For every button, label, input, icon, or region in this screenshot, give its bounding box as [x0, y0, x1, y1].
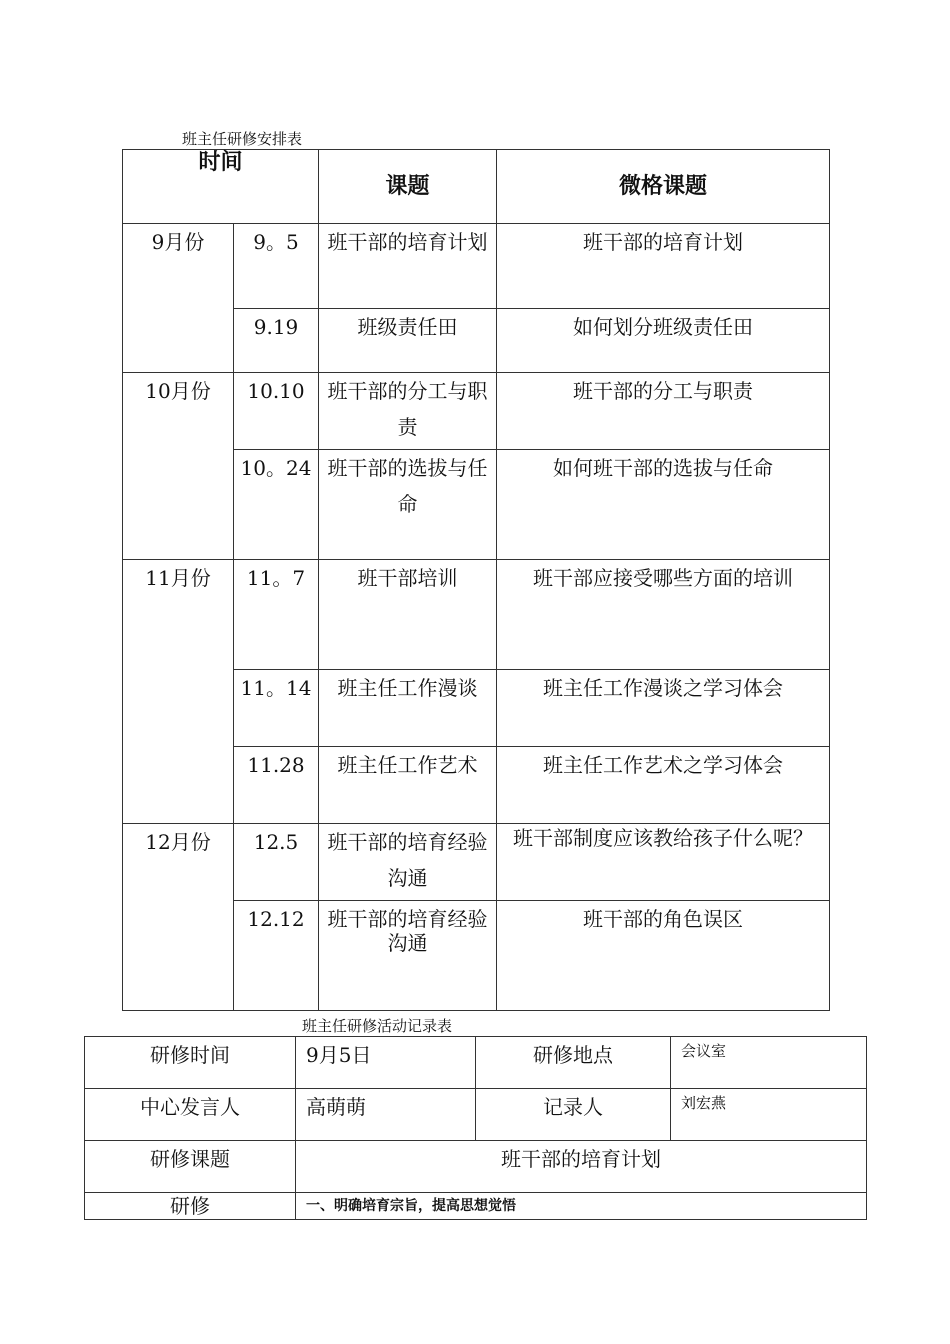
schedule-table	[122, 149, 830, 1011]
topic-cell: 班干部培训	[319, 560, 497, 670]
date-cell: 10。24	[234, 450, 319, 560]
record-place-value: 会议室	[671, 1037, 867, 1089]
topic-cell: 班级责任田	[319, 309, 497, 373]
micro-cell: 班干部的角色误区	[497, 901, 830, 1011]
micro-cell: 班干部的分工与职责	[497, 373, 830, 450]
micro-cell: 班干部的培育计划	[497, 224, 830, 309]
table-row	[123, 560, 830, 670]
month-cell: 10月份	[123, 373, 234, 560]
record-time-label: 研修时间	[85, 1037, 296, 1089]
record-table	[84, 1036, 867, 1220]
header-topic: 课题	[319, 150, 497, 224]
record-recorder-label: 记录人	[476, 1089, 671, 1141]
topic-cell: 班干部的培育经验沟通	[319, 901, 497, 1011]
record-recorder-value: 刘宏燕	[671, 1089, 867, 1141]
topic-cell: 班主任工作艺术	[319, 747, 497, 824]
header-time: 时间	[123, 150, 319, 224]
topic-cell: 班干部的选拔与任命	[319, 450, 497, 560]
date-cell: 11.28	[234, 747, 319, 824]
record-content-label: 研修	[85, 1193, 296, 1220]
topic-cell: 班主任工作漫谈	[319, 670, 497, 747]
topic-cell: 班干部的培育经验沟通	[319, 824, 497, 901]
month-cell: 12月份	[123, 824, 234, 1011]
micro-cell: 班干部制度应该教给孩子什么呢？	[497, 824, 830, 901]
record-content-value: 一、明确培育宗旨，提高思想觉悟	[296, 1193, 867, 1220]
micro-cell: 班主任工作艺术之学习体会	[497, 747, 830, 824]
date-cell: 11。14	[234, 670, 319, 747]
topic-cell: 班干部的分工与职责	[319, 373, 497, 450]
month-cell: 9月份	[123, 224, 234, 373]
header-micro: 微格课题	[497, 150, 830, 224]
month-cell: 11月份	[123, 560, 234, 824]
micro-cell: 班干部应接受哪些方面的培训	[497, 560, 830, 670]
record-place-label: 研修地点	[476, 1037, 671, 1089]
record-topic-label: 研修课题	[85, 1141, 296, 1193]
table-row	[123, 224, 830, 309]
record-caption: 班主任研修活动记录表	[302, 1017, 453, 1035]
date-cell: 9。5	[234, 224, 319, 309]
topic-cell: 班干部的培育计划	[319, 224, 497, 309]
table-row	[123, 373, 830, 450]
record-speaker-label: 中心发言人	[85, 1089, 296, 1141]
micro-cell: 班主任工作漫谈之学习体会	[497, 670, 830, 747]
date-cell: 11。7	[234, 560, 319, 670]
record-topic-value: 班干部的培育计划	[296, 1141, 867, 1193]
table-row	[123, 824, 830, 901]
date-cell: 12.5	[234, 824, 319, 901]
date-cell: 9.19	[234, 309, 319, 373]
record-speaker-value: 高萌萌	[296, 1089, 476, 1141]
record-time-value: 9月5日	[296, 1037, 476, 1089]
date-cell: 12.12	[234, 901, 319, 1011]
micro-cell: 如何划分班级责任田	[497, 309, 830, 373]
date-cell: 10.10	[234, 373, 319, 450]
schedule-caption: 班主任研修安排表	[182, 130, 303, 148]
micro-cell: 如何班干部的选拔与任命	[497, 450, 830, 560]
